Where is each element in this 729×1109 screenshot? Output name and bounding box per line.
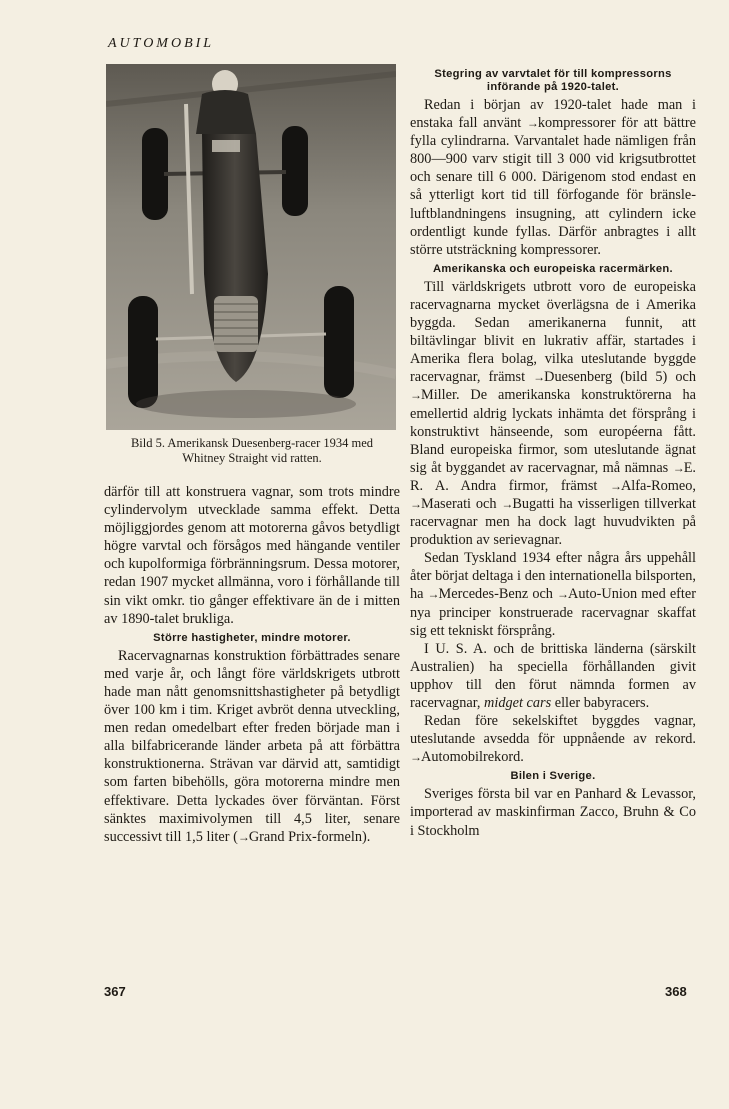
right-section-heading-3: Bilen i Sverige.	[510, 770, 596, 783]
right-paragraph-5	[410, 712, 696, 766]
cross-reference-arrow-icon: →	[533, 370, 545, 385]
right-paragraph-4	[410, 640, 696, 712]
cross-reference-arrow-icon: →	[557, 587, 569, 602]
caption-line-1: Bild 5. Amerikansk Duesenberg-racer 1934 med	[130, 436, 374, 450]
cross-reference-arrow-icon: →	[410, 496, 421, 511]
cross-reference-arrow-icon: →	[609, 478, 621, 493]
right-paragraph-6: Sveriges första bil var en Panhard & Levassor, importerad av maskinfirman Zacco, Bruhn & Co i Stockholm	[410, 786, 696, 839]
para-text: (bild 5) och	[620, 369, 697, 386]
cross-reference-arrow-icon: →	[410, 388, 421, 403]
para-text: och	[475, 495, 497, 512]
figure-caption	[104, 436, 400, 466]
cross-reference-arrow-icon: →	[501, 496, 513, 511]
cross-reference-link[interactable]: Auto-Union	[568, 586, 638, 603]
running-head: AUTOMOBIL	[108, 36, 215, 51]
page-number-right: 368	[665, 984, 687, 999]
cross-reference-arrow-icon: →	[410, 750, 421, 765]
caption-line-2: Whitney Straight vid ratten.	[182, 451, 322, 465]
para-text: De amerikanska konstruktörerna ha emellertid aldrig lyckats inhämta det försprång i konstruktivt hänseende, som européerna fått. Bland europeiska firmor, som uteslutande ägnat sig åt byggandet av racervagnar, må nämnas	[410, 387, 697, 476]
cross-reference-link[interactable]: E. R. A.	[410, 459, 696, 494]
right-column	[410, 64, 696, 840]
para-text: Racervagnarnas konstruktion förbättrades senare med varje år, och långt före världskrigets utbrott hade man nått genomsnittshastigheter på betydligt över 100 km i tim. Kriget avbröt denna utveckling, men redan omedelbart efter freden började man i alla bilfabricerande länder arbeta på att förbättra konstruktionerna. Strävan var därvid att, samtidigt som farten bibehölls, göra motorerna mindre men effektivare. Detta lyckades över förväntan. Först sänktes maximivolymen till	[104, 647, 400, 827]
volume-value: 4,5	[294, 810, 312, 827]
para-text: Sedan Tyskland 1934 efter några års uppehåll åter börjat deltaga i den internationella bilsporten, ha	[410, 550, 696, 603]
para-text: Redan i början av 1920-talet hade man i enstaka fall använt	[410, 97, 696, 132]
para-text: I U. S. A. och de brittiska länderna (särskilt Australien) ha speciella förhållanden givit upphov till den förut nämnda formen av racervagnar,	[410, 640, 696, 711]
para-text: liter (	[206, 828, 238, 845]
para-text: liter, senare successivt till	[104, 810, 400, 845]
cross-reference-arrow-icon: →	[237, 829, 249, 844]
para-text: med efter nya principer konstruerade racervagnar skaffat sig ett tekniskt försprång.	[410, 586, 697, 639]
left-section-heading: Större hastigheter, mindre motorer.	[153, 631, 351, 644]
cross-reference-link[interactable]: kompressorer	[537, 115, 616, 132]
para-text: Till världskrigets utbrott voro de europeiska racervagnarna mycket överlägsna de i Amerika byggda. Sedan amerikanerna funnit, att biltävlingar blivit en lukrativ affär, startades i Amerika flera bolag, vilka uteslutande byggde racervagnar, främst	[410, 278, 696, 386]
cross-reference-link[interactable]: Duesenberg	[544, 369, 613, 386]
cross-reference-link[interactable]: Alfa-Romeo,	[620, 477, 696, 494]
emphasized-term: midget cars	[484, 695, 552, 711]
cross-reference-link[interactable]: Miller.	[421, 387, 460, 404]
cross-reference-link[interactable]: Maserati	[421, 495, 472, 512]
right-paragraph-2	[410, 278, 696, 549]
cross-reference-arrow-icon: →	[672, 460, 684, 475]
right-paragraph-1	[410, 96, 696, 259]
para-text: Redan före sekelskiftet byggdes vagnar, uteslutande avsedda för uppnående av rekord.	[410, 713, 696, 748]
left-column	[104, 64, 400, 846]
right-section-heading-1: Stegring av varvtalet för till kompressorns införande på 1920-talet.	[434, 68, 672, 93]
cross-reference-link[interactable]: Bugatti	[512, 495, 555, 512]
cross-reference-link[interactable]: Mercedes-Benz	[438, 586, 529, 603]
figure-photo-duesenberg-racer	[106, 64, 396, 430]
para-text: ha visserligen tillverkat racervagnar men ha dock lagt huvudvikten på produktion av serievagnar.	[410, 495, 696, 549]
para-text: eller babyracers.	[554, 695, 650, 711]
volume-value: 1,5	[185, 828, 203, 845]
right-paragraph-3	[410, 549, 696, 639]
right-section-heading-2: Amerikanska och europeiska racermärken.	[433, 262, 673, 275]
cross-reference-link[interactable]: Automobilrekord.	[421, 749, 524, 766]
page-number-left: 367	[104, 984, 126, 999]
cross-reference-link[interactable]: Grand Prix-formeln).	[248, 828, 371, 845]
para-text: Andra firmor, främst	[460, 477, 598, 494]
left-paragraph-1: därför till att konstruera vagnar, som trots mindre cylindervolym utvecklade samma effekt. Detta möjliggjordes genom att motorerna gåvos betydligt högre varvtal och försågos med hängande ventiler och kupolformiga förbränningsrum. Dessa motorer, redan 1907 mycket allmänna, voro i förhållande till sin vikt omkr. tio gånger effektivare än de i mitten av 1890-talet brukliga.	[104, 484, 400, 627]
cross-reference-arrow-icon: →	[526, 116, 538, 131]
para-text: och	[532, 586, 553, 603]
para-text: för att bättre fylla cylindrarna. Varvantalet hade nämligen från 800—900 varv stigit till 3 000 vid krigsutbrottet och senare till 6 000. Därigenom stod endast en så ytterligt kort tid till förfogande för bränsle-luftblandningens insugning, att cylindern icke ordentligt kunde fyllas. Därför anbragtes i allt större utsträckning kompressorer.	[410, 115, 697, 258]
cross-reference-arrow-icon: →	[427, 587, 439, 602]
left-paragraph-2	[104, 647, 400, 846]
